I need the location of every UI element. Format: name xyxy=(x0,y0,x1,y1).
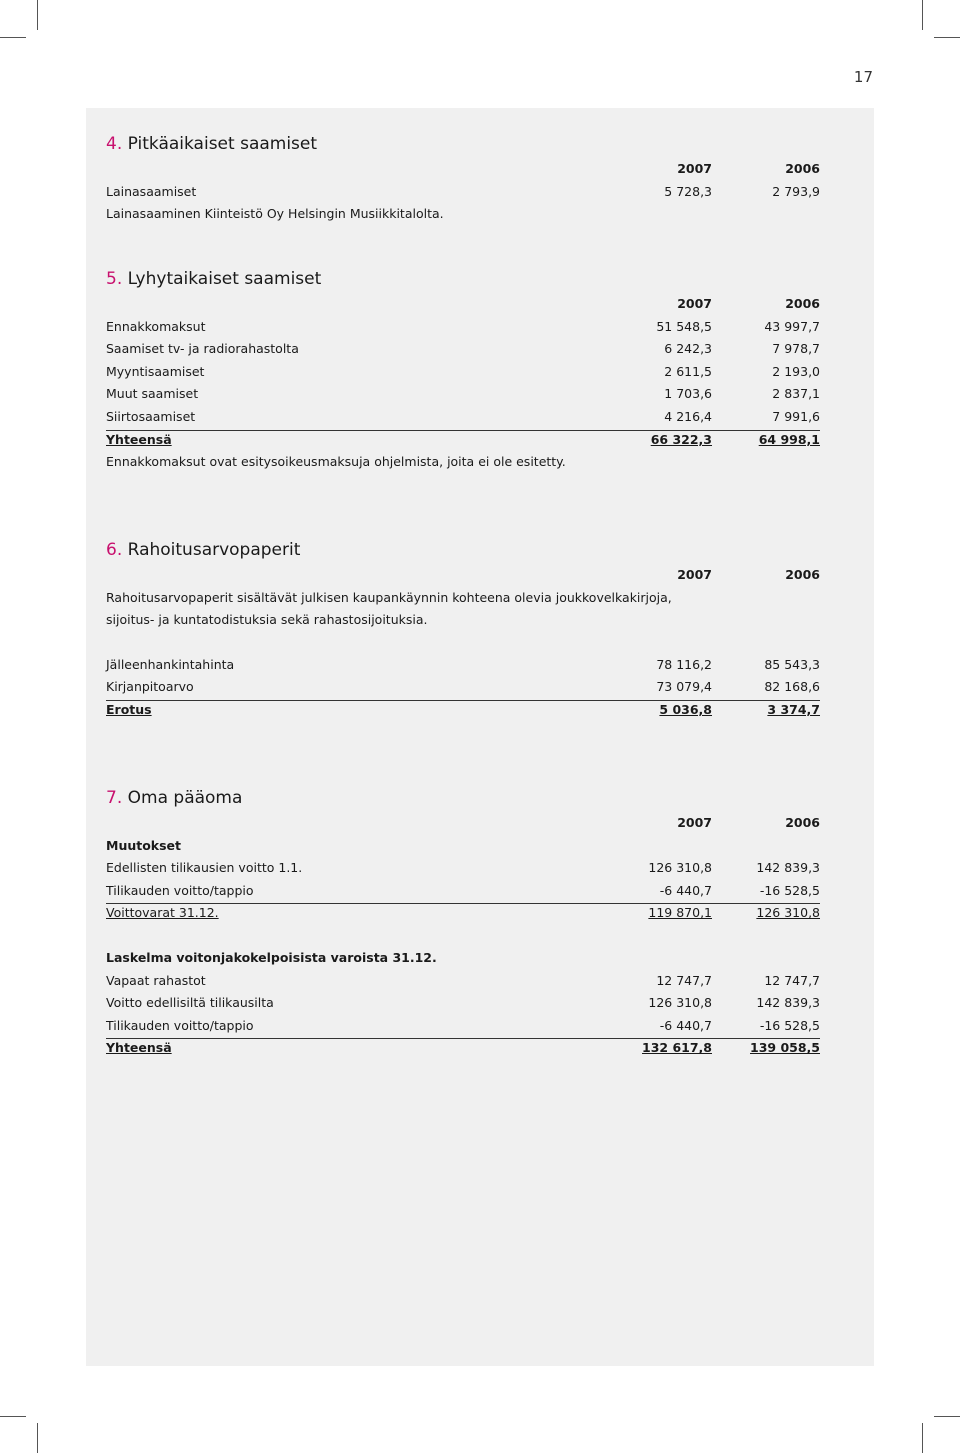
row-label: Myyntisaamiset xyxy=(106,363,205,379)
row-label: Lainasaamiset xyxy=(106,183,197,199)
value-2007: 51 548,5 xyxy=(656,318,712,334)
year-header-row xyxy=(106,564,820,587)
year-2006-label: 2006 xyxy=(785,567,820,582)
row-label: Siirtosaamiset xyxy=(106,408,196,424)
row-label: Voitto edellisiltä tilikausilta xyxy=(106,995,274,1011)
value-2007: 126 310,8 xyxy=(648,995,712,1011)
value-2006: 12 747,7 xyxy=(764,972,820,988)
crop-mark xyxy=(922,0,923,30)
row-label: Saamiset tv- ja radiorahastolta xyxy=(106,341,299,357)
section-note: Lainasaaminen Kiinteistö Oy Helsingin Musiikkitalolta. xyxy=(106,206,444,222)
section-title: Lyhytaikaiset saamiset xyxy=(127,269,322,289)
year-2007-label: 2007 xyxy=(677,296,712,311)
table-row xyxy=(106,181,820,204)
table-row xyxy=(106,676,820,699)
section-heading xyxy=(106,130,820,158)
section-title: Pitkäaikaiset saamiset xyxy=(127,134,318,154)
table-row xyxy=(106,383,820,406)
subheading-row xyxy=(106,835,820,858)
crop-mark xyxy=(0,1416,26,1417)
subtotal-2007: 119 870,1 xyxy=(648,905,712,921)
crop-mark xyxy=(922,1423,923,1453)
value-2007: 4 216,4 xyxy=(664,408,712,424)
row-label: Tilikauden voitto/tappio xyxy=(106,882,254,898)
section-number: 4. xyxy=(106,134,123,154)
row-label: Muut saamiset xyxy=(106,386,199,402)
value-2006: 85 543,3 xyxy=(764,656,820,672)
row-label: Ennakkomaksut xyxy=(106,318,206,334)
section-note: Ennakkomaksut ovat esitysoikeusmaksuja ohjelmista, joita ei ole esitetty. xyxy=(106,454,566,470)
total-row xyxy=(106,429,820,452)
calc-heading: Laskelma voitonjakokelpoisista varoista 31.12. xyxy=(106,949,437,965)
value-2007: 6 242,3 xyxy=(664,341,712,357)
value-2006: 7 978,7 xyxy=(772,341,820,357)
subheading-row xyxy=(106,947,820,970)
value-2006: 2 793,9 xyxy=(772,183,820,199)
total-label: Yhteensä xyxy=(106,1040,172,1056)
value-2007: 78 116,2 xyxy=(656,656,712,672)
value-2006: -16 528,5 xyxy=(759,1017,820,1033)
table-row xyxy=(106,880,820,903)
value-2007: -6 440,7 xyxy=(659,1017,712,1033)
section-pitkaaikaiset-saamiset xyxy=(106,130,820,226)
total-2007: 5 036,8 xyxy=(659,701,712,717)
year-2006-label: 2006 xyxy=(785,161,820,176)
section-number: 7. xyxy=(106,788,123,808)
row-label: Edellisten tilikausien voitto 1.1. xyxy=(106,860,303,876)
subtotal-2006: 126 310,8 xyxy=(756,905,820,921)
content-panel xyxy=(86,108,874,1366)
total-row xyxy=(106,1037,820,1060)
table-row xyxy=(106,992,820,1015)
section-title: Oma pääoma xyxy=(127,788,243,808)
year-2007-label: 2007 xyxy=(677,161,712,176)
table-row xyxy=(106,361,820,384)
crop-mark xyxy=(934,37,960,38)
value-2006: 2 837,1 xyxy=(772,386,820,402)
row-label: Vapaat rahastot xyxy=(106,972,206,988)
value-2007: 5 728,3 xyxy=(664,183,712,199)
value-2007: 2 611,5 xyxy=(664,363,712,379)
crop-mark xyxy=(0,37,26,38)
table-row xyxy=(106,1015,820,1038)
section-oma-paaoma xyxy=(106,784,820,1060)
section-heading xyxy=(106,784,820,812)
page-number: 17 xyxy=(853,68,873,86)
value-2006: 7 991,6 xyxy=(772,408,820,424)
section-title: Rahoitusarvopaperit xyxy=(127,540,301,560)
year-header-row xyxy=(106,158,820,181)
value-2006: -16 528,5 xyxy=(759,882,820,898)
total-2006: 3 374,7 xyxy=(767,701,820,717)
value-2006: 43 997,7 xyxy=(764,318,820,334)
section-heading xyxy=(106,265,820,293)
value-2006: 142 839,3 xyxy=(756,995,820,1011)
value-2007: 1 703,6 xyxy=(664,386,712,402)
value-2007: 73 079,4 xyxy=(656,679,712,695)
table-row xyxy=(106,857,820,880)
subtotal-label: Voittovarat 31.12. xyxy=(106,905,219,921)
total-2007: 66 322,3 xyxy=(650,431,712,447)
section-number: 5. xyxy=(106,269,123,289)
value-2007: -6 440,7 xyxy=(659,882,712,898)
table-row xyxy=(106,406,820,429)
year-2007-label: 2007 xyxy=(677,567,712,582)
value-2007: 12 747,7 xyxy=(656,972,712,988)
year-2006-label: 2006 xyxy=(785,296,820,311)
year-header-row xyxy=(106,293,820,316)
crop-mark xyxy=(37,1423,38,1453)
total-2007: 132 617,8 xyxy=(642,1040,712,1056)
row-label: Jälleenhankintahinta xyxy=(106,656,235,672)
total-2006: 139 058,5 xyxy=(750,1040,820,1056)
section-description: Rahoitusarvopaperit sisältävät julkisen kaupankäynnin kohteena olevia joukkovelkakirjoja, xyxy=(106,589,672,605)
table-row xyxy=(106,970,820,993)
total-2006: 64 998,1 xyxy=(758,431,820,447)
year-2007-label: 2007 xyxy=(677,815,712,830)
value-2007: 126 310,8 xyxy=(648,860,712,876)
section-lyhytaikaiset-saamiset xyxy=(106,265,820,474)
crop-mark xyxy=(934,1416,960,1417)
row-label: Tilikauden voitto/tappio xyxy=(106,1017,254,1033)
total-row xyxy=(106,699,820,722)
total-label: Erotus xyxy=(106,701,152,717)
crop-mark xyxy=(37,0,38,30)
year-header-row xyxy=(106,812,820,835)
value-2006: 2 193,0 xyxy=(772,363,820,379)
total-label: Yhteensä xyxy=(106,431,172,447)
year-2006-label: 2006 xyxy=(785,815,820,830)
value-2006: 142 839,3 xyxy=(756,860,820,876)
value-2006: 82 168,6 xyxy=(764,679,820,695)
table-row xyxy=(106,316,820,339)
section-rahoitusarvopaperit xyxy=(106,536,820,722)
section-number: 6. xyxy=(106,540,123,560)
section-description: sijoitus- ja kuntatodistuksia sekä rahastosijoituksia. xyxy=(106,612,428,628)
row-label: Kirjanpitoarvo xyxy=(106,679,194,695)
table-row xyxy=(106,654,820,677)
subtotal-row xyxy=(106,902,820,925)
subheading-muutokset: Muutokset xyxy=(106,837,182,853)
section-heading xyxy=(106,536,820,564)
table-row xyxy=(106,338,820,361)
